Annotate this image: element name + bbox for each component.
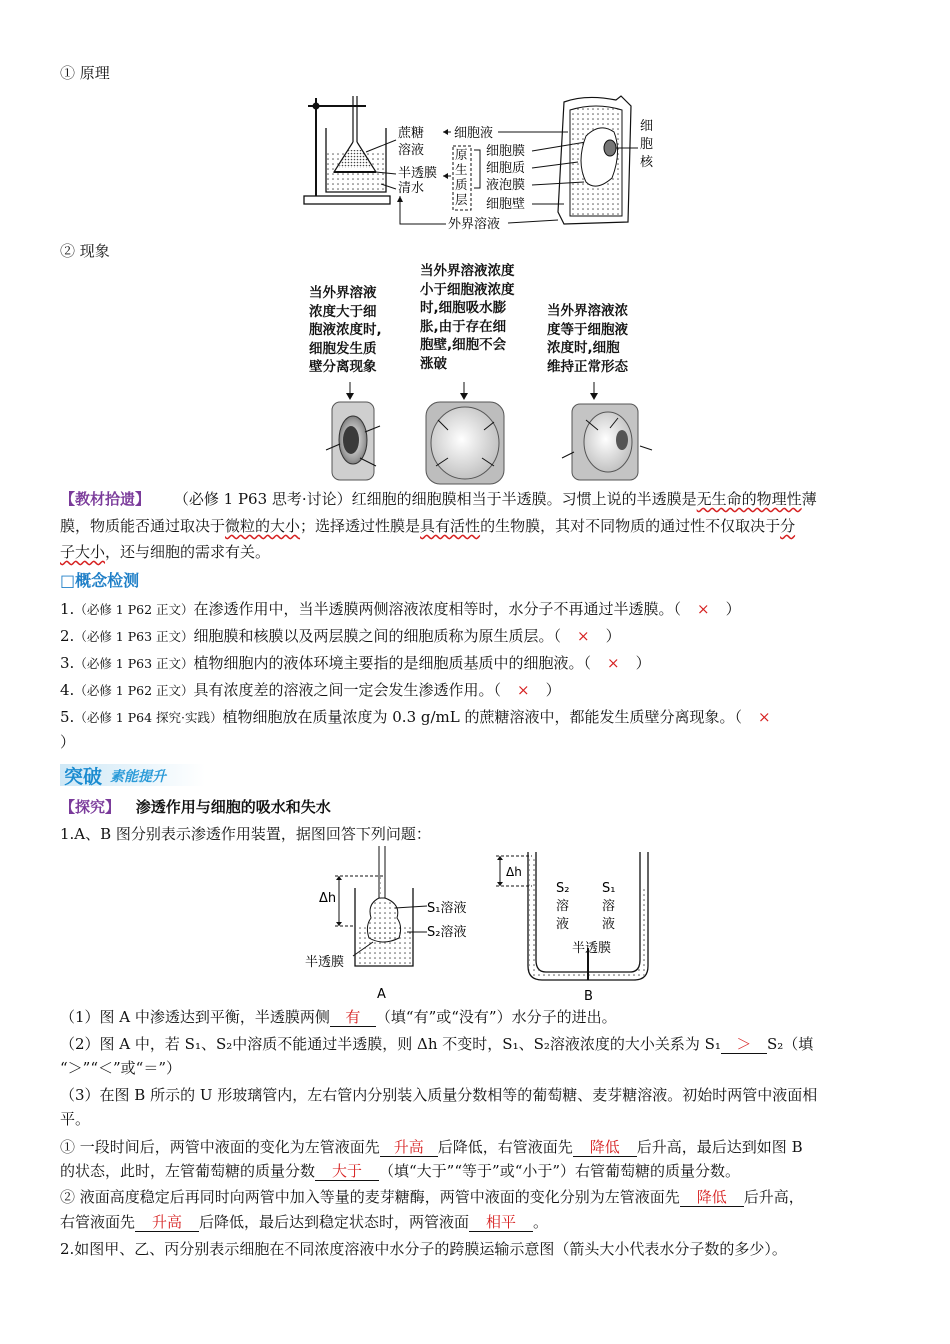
c1-text-b: 后降低，右管液面先	[437, 1138, 573, 1156]
explore-heading	[60, 796, 910, 818]
svg-text:细: 细	[640, 119, 654, 134]
q1-circle2-cont	[60, 1211, 910, 1233]
textbook-tag: 【教材拾遗】	[60, 490, 151, 508]
fig-a-s2: S₂溶液	[427, 925, 467, 940]
phenomenon-label: ② 现象	[60, 242, 110, 260]
fig-b-caption: B	[584, 989, 593, 1004]
c2-text-d: 后降低，最后达到稳定状态时，两管液面	[199, 1213, 470, 1231]
item-text: 植物细胞放在质量浓度为 0.3 g/mL 的蔗糖溶液中，都能发生质壁分离现象。（	[222, 708, 742, 726]
svg-text:液: 液	[602, 917, 616, 932]
label-membrane: 半透膜	[398, 166, 438, 181]
phenomenon-cells	[318, 382, 658, 486]
concept-item	[60, 598, 910, 621]
svg-text:生: 生	[455, 162, 468, 177]
concept-item	[60, 625, 910, 648]
fig-a-caption: A	[377, 987, 386, 1002]
c2-text-c: 右管液面先	[60, 1213, 136, 1231]
c1-text-e: （填“大于”“等于”或“小于”）右管葡萄糖的质量分数。	[379, 1162, 741, 1180]
stand-base	[304, 196, 390, 204]
c1-text-d: 的状态，此时，左管葡萄糖的质量分数	[60, 1162, 316, 1180]
q1-part2	[60, 1033, 910, 1055]
textbook-keyword-2: 微粒的大小	[225, 517, 301, 535]
c1-answer-1: 升高	[380, 1138, 438, 1157]
fig-a-membrane: 半透膜	[305, 955, 345, 970]
banner-sub: 素能提升	[110, 769, 166, 785]
c2-answer-3: 相平	[469, 1213, 533, 1232]
explore-tag: 【探究】	[60, 798, 121, 816]
answer-cross-icon: ×	[517, 681, 530, 699]
label-water: 清水	[398, 181, 425, 196]
textbook-line-3	[60, 541, 910, 563]
textbook-text-6: ，还与细胞的需求有关。	[105, 543, 271, 561]
item-close: ）	[635, 654, 651, 672]
q1-p1-answer: 有	[330, 1008, 376, 1027]
explore-title: 渗透作用与细胞的吸水和失水	[135, 798, 331, 816]
item-ref: （必修 1 P63 正文）	[74, 629, 194, 644]
svg-text:溶: 溶	[602, 899, 616, 914]
label-external: 外界溶液	[448, 217, 501, 232]
item-num: 5.	[60, 708, 75, 726]
answer-cross-icon: ×	[758, 708, 771, 726]
figure-a-osmosis	[303, 846, 483, 1004]
q1-circle1-cont	[60, 1160, 910, 1182]
item-text: 细胞膜和核膜以及两层膜之间的细胞质称为原生质层。（	[193, 627, 562, 645]
q1-part3-cont: 平。	[60, 1110, 91, 1128]
textbook-keyword-1: 无生命的物理性	[696, 490, 802, 508]
svg-text:溶: 溶	[556, 899, 570, 914]
answer-cross-icon: ×	[697, 600, 710, 618]
textbook-keyword-5: 子大小	[60, 543, 106, 561]
item-ref: （必修 1 P62 正文）	[74, 602, 194, 617]
answer-cross-icon: ×	[577, 627, 590, 645]
svg-text:液: 液	[556, 917, 570, 932]
svg-text:S₂: S₂	[556, 881, 570, 896]
answer-cross-icon: ×	[607, 654, 620, 672]
c1-text-c: 后升高，最后达到如图 B	[636, 1138, 803, 1156]
q1-p2-text: （2）图 A 中，若 S₁、S₂中溶质不能通过半透膜，则 Δh 不变时，S₁、S₂溶液浓度的大小关系为 S₁	[60, 1035, 721, 1053]
principle-label: ① 原理	[60, 64, 110, 82]
item-close: ）	[545, 681, 561, 699]
q1-p1-tail: （填“有”或“没有”）水分子的进出。	[375, 1008, 617, 1026]
textbook-line-2	[60, 515, 910, 537]
item-num: 3.	[60, 654, 75, 672]
item-text: 具有浓度差的溶液之间一定会发生渗透作用。（	[193, 681, 502, 699]
q1-part3: （3）在图 B 所示的 U 形玻璃管内，左右管内分别装入质量分数相等的葡萄糖、麦芽糖溶液。初始时两管中液面相	[60, 1086, 818, 1104]
concept-item	[60, 679, 910, 702]
c1-answer-3: 大于	[315, 1162, 379, 1181]
caption-swelling: 当外界溶液浓度 小于细胞液浓度 时,细胞吸水膨 胀,由于存在细 胞壁,细胞不会 涨破	[420, 263, 515, 372]
svg-text:质: 质	[455, 177, 468, 192]
textbook-text-4: ；选择透过性膜是	[300, 517, 421, 535]
textbook-line-1	[60, 488, 910, 510]
svg-text:S₁: S₁	[602, 881, 616, 896]
label-cytoplasm: 细胞质	[486, 161, 526, 176]
textbook-text-2: 薄	[801, 490, 817, 508]
figure-b-u-tube	[492, 848, 662, 1004]
fig-a-s1: S₁溶液	[427, 901, 467, 916]
q1-intro: 1.A、B 图分别表示渗透作用装置，据图回答下列问题：	[60, 825, 431, 843]
q1-part2-cont: “＞”“＜”或“＝”）	[60, 1059, 182, 1077]
item-close: ）	[605, 627, 621, 645]
item-num: 1.	[60, 600, 75, 618]
fig-b-dh: Δh	[506, 865, 522, 879]
c1-text-a: ① 一段时间后，两管中液面的变化为左管液面先	[60, 1138, 380, 1156]
svg-text:原: 原	[455, 147, 468, 162]
nucleus	[604, 140, 616, 156]
textbook-text-1: 红细胞的细胞膜相当于半透膜。习惯上说的半透膜是	[351, 490, 697, 508]
c2-text-e: 。	[533, 1213, 549, 1231]
concept-item	[60, 652, 910, 675]
item-ref: （必修 1 P62 正文）	[74, 683, 194, 698]
textbook-keyword-4: 分	[780, 517, 796, 535]
svg-text:层: 层	[455, 192, 468, 207]
item-text: 在渗透作用中，当半透膜两侧溶液浓度相等时，水分子不再通过半透膜。（	[193, 600, 682, 618]
label-cell-sap: 细胞液	[454, 126, 494, 141]
q1-p2-answer: ＞	[721, 1035, 767, 1054]
caption-plasmolysis: 当外界溶液 浓度大于细 胞液浓度时, 细胞发生质 壁分离现象	[309, 285, 382, 375]
c2-text-a: ② 液面高度稳定后再同时向两管中加入等量的麦芽糖酶，两管中液面的变化分别为左管液面先	[60, 1188, 680, 1206]
item-close: ）	[60, 733, 76, 751]
label-cell-membrane: 细胞膜	[486, 144, 526, 159]
caption-normal: 当外界溶液浓 度等于细胞液 浓度时,细胞 维持正常形态	[547, 303, 628, 375]
vacuole	[581, 128, 618, 186]
concept-item	[60, 706, 910, 729]
q1-p2-tail: S₂（填	[766, 1035, 814, 1053]
c2-answer-1: 降低	[680, 1188, 744, 1207]
label-sucrose-2: 溶液	[398, 143, 425, 158]
fig-a-dh: Δh	[319, 891, 337, 906]
q1-circle1	[60, 1136, 910, 1158]
textbook-text-3: 膜，物质能否通过取决于	[60, 517, 226, 535]
concept-title: □概念检测	[60, 571, 140, 590]
textbook-keyword-3: 具有活性	[420, 517, 481, 535]
item-ref: （必修 1 P63 正文）	[74, 656, 194, 671]
label-sucrose-1: 蔗糖	[398, 126, 425, 141]
svg-text:核: 核	[640, 155, 654, 170]
fig-b-membrane: 半透膜	[572, 941, 612, 956]
c2-answer-2: 升高	[135, 1213, 199, 1232]
q1-p1-text: （1）图 A 中渗透达到平衡，半透膜两侧	[60, 1008, 330, 1026]
item-ref: （必修 1 P64 探究·实践）	[74, 710, 223, 725]
item-num: 4.	[60, 681, 75, 699]
q1-part1	[60, 1006, 910, 1028]
banner-main: 突破	[64, 766, 103, 788]
label-cell-wall: 细胞壁	[486, 197, 526, 212]
textbook-text-5: 的生物膜，其对不同物质的通过性不仅取决于	[480, 517, 781, 535]
svg-text:胞: 胞	[640, 137, 654, 152]
c1-answer-2: 降低	[573, 1138, 637, 1157]
label-tonoplast: 液泡膜	[486, 178, 526, 193]
osmosis-principle-diagram	[296, 92, 666, 234]
c2-text-b: 后升高，	[743, 1188, 804, 1206]
item-text: 植物细胞内的液体环境主要指的是细胞质基质中的细胞液。（	[193, 654, 592, 672]
q2-text: 2.如图甲、乙、丙分别表示细胞在不同浓度溶液中水分子的跨膜运输示意图（箭头大小代表水分子数的多少）。	[60, 1240, 787, 1258]
item-close: ）	[725, 600, 741, 618]
textbook-ref: （必修 1 P63 思考·讨论）	[173, 490, 352, 508]
item-num: 2.	[60, 627, 75, 645]
q1-circle2	[60, 1186, 910, 1208]
